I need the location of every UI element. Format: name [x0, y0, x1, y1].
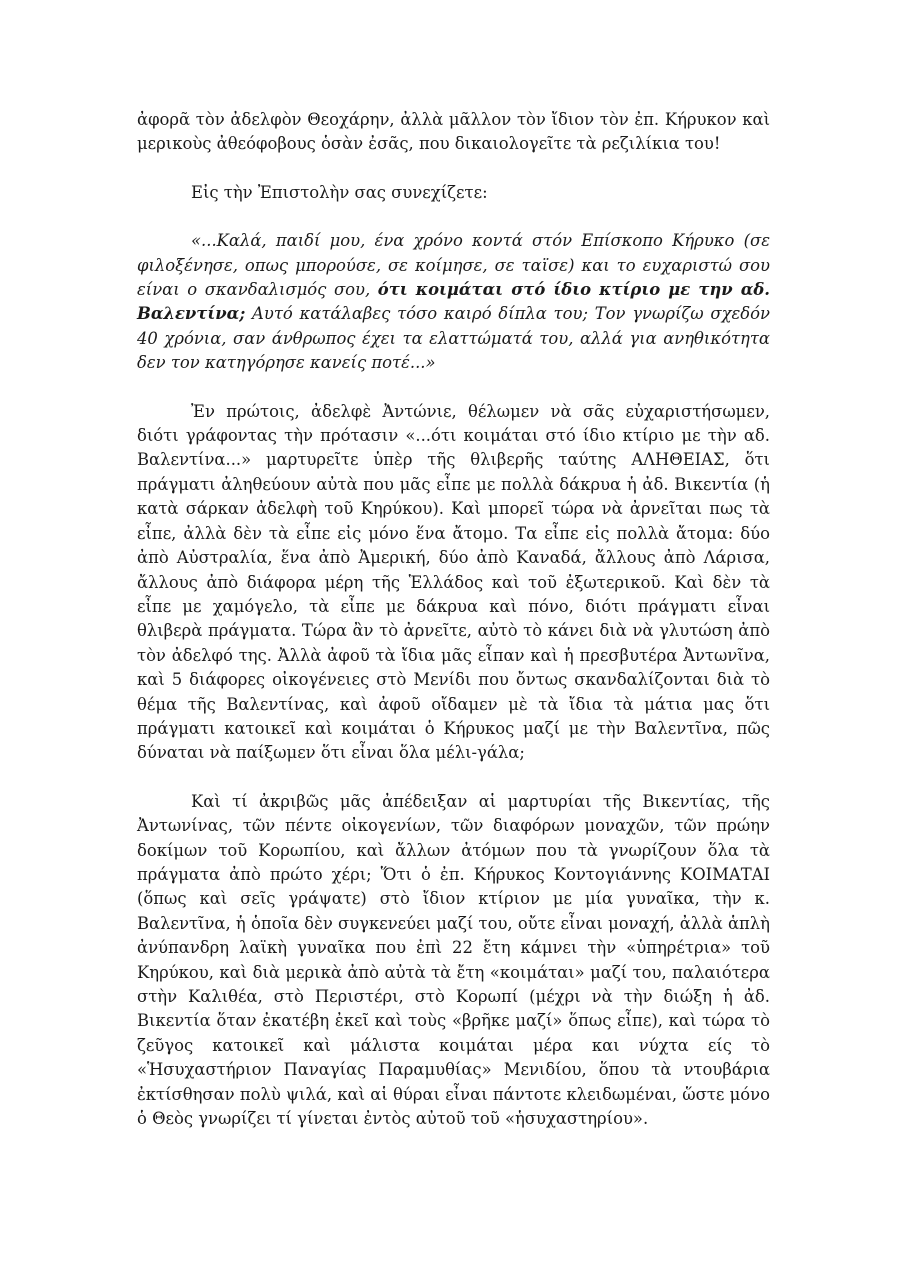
paragraph-gap [137, 766, 770, 790]
paragraph-response: Ἐν πρώτοις, ἀδελφὲ Ἀντώνιε, θέλωμεν νὰ σᾶς εὐχαριστήσωμεν, διότι γράφοντας τὴν πρότασιν «...ότι κοιμάται στό ίδιο κτίριο με τὴν αδ. Βαλεντίνα...» μαρτυρεῖτε ὑπὲρ τῆς θλιβερῆς ταύτης ΑΛΗΘΕΙΑΣ, ὅτι πράγματι ἀληθεύουν αὐτὰ που μᾶς εἶπε με πολλὰ δάκρυα ἡ ἀδ. Βικεντία (ἡ κατὰ σάρκαν ἀδελφὴ τοῦ Κηρύκου). Καὶ μπορεῖ τώρα νὰ ἀρνεῖται πως τὰ εἶπε, ἀλλὰ δὲν τὰ εἶπε εἰς μόνο ἕνα ἄτομο. Τα εἶπε εἰς πολλὰ ἄτομα: δύο ἀπὸ Αὐστραλία, ἕνα ἀπὸ Ἀμερική, δύο ἀπὸ Καναδά, ἄλλους ἀπὸ Λάρισα, ἄλλους ἀπὸ διάφορα μέρη τῆς Ἑλλάδος καὶ τοῦ ἐξωτερικοῦ. Καὶ δὲν τὰ εἶπε με χαμόγελο, τὰ εἶπε με δάκρυα καὶ πόνο, διότι πράγματι εἶναι θλιβερὰ πράγματα. Τώρα ἂν τὸ ἀρνεῖτε, αὐτὸ τὸ κάνει διὰ νὰ γλυτώση ἀπὸ τὸν ἀδελφό της. Ἀλλὰ ἀφοῦ τὰ ἴδια μᾶς εἶπαν καὶ ἡ πρεσβυτέρα Ἀντωνῖνα, καὶ 5 διάφορες οἰκογένειες στὸ Μενίδι που ὄντως σκανδαλίζονται διὰ τὸ θέμα τῆς Βαλεντίνας, καὶ ἀφοῦ οἴδαμεν μὲ τὰ ἴδια τὰ μάτια μας ὅτι πράγματι κατοικεῖ καὶ κοιμάται ὁ Κήρυκος μαζί με τὴν Βαλεντῖνα, πῶς δύναται νὰ παίξωμεν ὅτι εἶναι ὅλα μέλι-γάλα; [137, 401, 770, 763]
quote-text-start: «...Καλά, παιδί μου, ένα χρόνο κοντά στόν Επίσκοπο Κήρυκο (σε φιλοξένησε, οπως μπορούσε, σε κοίμησε, σε ταϊσε) και το ευχαριστώ σου είναι ο σκανδαλισμός σου, [137, 231, 770, 300]
document-page [137, 108, 770, 1131]
paragraph-intro-quote: Εἰς τὴν Ἐπιστολὴν σας συνεχίζετε: [191, 182, 488, 202]
paragraph-gap [137, 157, 770, 181]
quote-text-end: Αυτό κατάλαβες τόσο καιρό δίπλα του; Τον γνωρίζω σχεδόν 40 χρόνια, σαν άνθρωπος έχει τα ελαττώματά του, αλλά για ανηθικότητα δεν τον κατηγόρησε κανείς ποτέ...» [137, 304, 770, 373]
paragraph-testimonies: Καὶ τί ἀκριβῶς μᾶς ἀπέδειξαν αἱ μαρτυρίαι τῆς Βικεντίας, τῆς Ἀντωνίνας, τῶν πέντε οἰκογενίων, τῶν διαφόρων μοναχῶν, τῶν πρώην δοκίμων τοῦ Κορωπίου, καὶ ἄλλων ἀτόμων που τὰ γνωρίζουν ὅλα τὰ πράγματα ἀπὸ πρώτο χέρι; Ὅτι ὁ ἐπ. Κήρυκος Κοντογιάννης ΚΟΙΜΑΤΑΙ (ὅπως καὶ σεῖς γράψατε) στὸ ἴδιον κτίριον με μία γυναῖκα, τὴν κ. Βαλεντῖνα, ἡ ὁποῖα δὲν συγκενεύει μαζί του, οὔτε εἶναι μοναχή, ἀλλὰ ἁπλὴ ἀνύπανδρη λαϊκὴ γυναῖκα που ἐπὶ 22 ἔτη κάμνει τὴν «ὑπηρέτρια» τοῦ Κηρύκου, καὶ διὰ μερικὰ ἀπὸ αὐτὰ τὰ ἔτη «κοιμάται» μαζί του, παλαιότερα στὴν Καλιθέα, στὸ Περιστέρι, στὸ Κορωπί (μέχρι νὰ τὴν διώξη ἡ ἀδ. Βικεντία ὅταν ἐκατέβη ἐκεῖ καὶ τοὺς «βρῆκε μαζί» ὅπως εἶπε), καὶ τώρα τὸ ζεῦγος κατοικεῖ καὶ μάλιστα κοιμάται μέρα και νύχτα είς τὸ «Ἡσυχαστήριον Παναγίας Παραμυθίας» Μενιδίου, ὅπου τὰ ντουβάρια ἐκτίσθησαν πολὺ ψιλά, καὶ αἱ θύραι εἶναι πάντοτε κλειδωμέναι, ὥστε μόνο ὁ Θεὸς γνωρίζει τί γίνεται ἐντὸς αὐτοῦ τοῦ «ἡσυχαστηρίου». [137, 791, 770, 1129]
paragraph-gap [137, 376, 770, 400]
quoted-letter-excerpt [137, 229, 770, 375]
quote-bold-phrase: ότι κοιμάται στό ίδιο κτίριο με την αδ. Βαλεντίνα; [137, 280, 771, 324]
paragraph-continuation: ἀφορᾶ τὸν ἀδελφὸν Θεοχάρην, ἀλλὰ μᾶλλον τὸν ἴδιον τὸν ἐπ. Κήρυκον καὶ μερικοὺς ἀθεόφοβους ὁσὰν ἐσᾶς, που δικαιολογεῖτε τὰ ρεζιλίκια του! [137, 110, 770, 154]
paragraph-gap [137, 205, 770, 229]
